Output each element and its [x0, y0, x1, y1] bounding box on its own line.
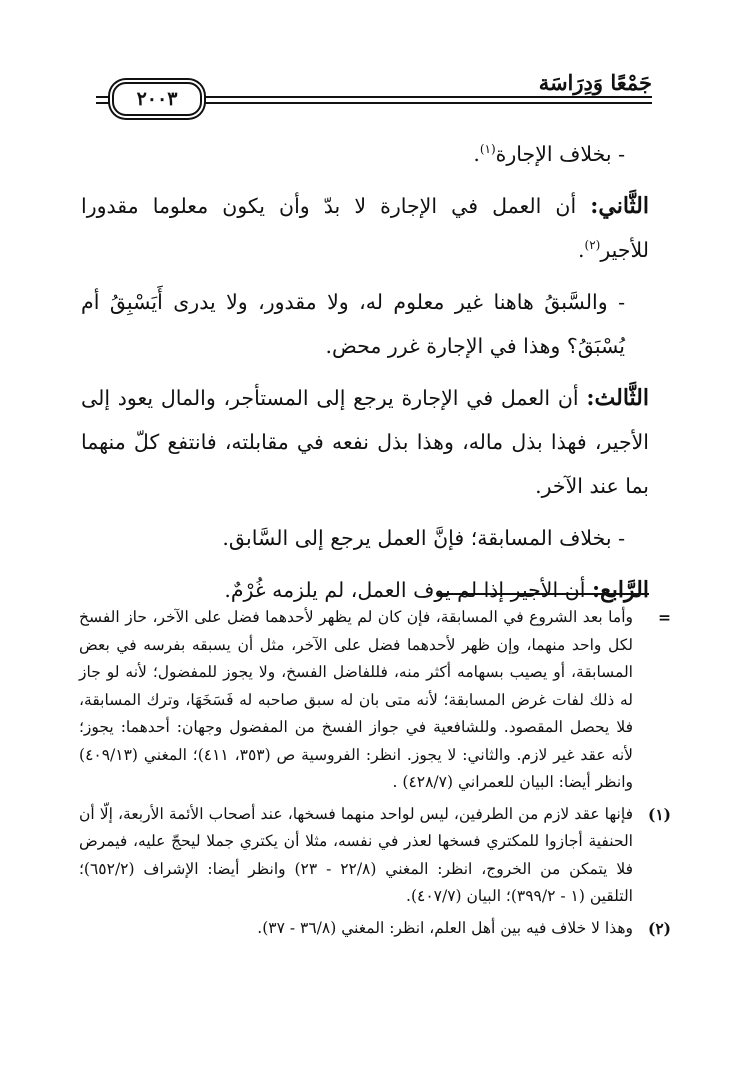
paragraph-lead: الرَّابع:	[591, 577, 649, 603]
paragraph-text: - بخلاف الإجارة	[495, 142, 625, 166]
footnote-text: وأما بعد الشروع في المسابقة، فإن كان لم يظهر لأحدهما فضل على الآخر، حاز الفسخ لكل واحد منهما، وإن ظهر لأحدهما فضل على الآخر، مثل أن يسبقه بفرسه في بعض المسابقة، أو يصيب بسهامه أكثر منه، فللفاضل الفسخ، ولا يجوز للمفضول؛ لأنه لو جاز له ذلك لفات غرض المسابقة؛ لأنه متى بان له سبق صاحبه له فَسَخَهَا، وترك المسابقة، فلا يحصل المقصود. وللشافعية في جواز الفسخ من المفضول وجهان: أحدهما: يجوز؛ لأنه عقد غير لازم. والثاني: لا يجوز. انظر: الفروسية ص (٣٥٣، ٤١١)؛ المغني (٤٠٩/١٣) وانظر أيضا: البيان للعمراني (٤٢٨/٧) .	[79, 608, 633, 791]
paragraph-text: أن العمل في الإجارة لا بدّ وأن يكون معلوما مقدورا للأجير	[81, 194, 649, 262]
footnote-item	[79, 915, 671, 943]
footnote-ref: (٢)	[584, 238, 601, 253]
footnotes	[79, 604, 671, 946]
page-number: ٢٠٠٣	[136, 88, 178, 110]
paragraph-lead: الثَّالث:	[586, 385, 649, 411]
paragraph-lead: الثَّاني:	[590, 193, 649, 219]
main-text	[81, 132, 649, 620]
paragraph-text: - والسَّبقُ هاهنا غير معلوم له، ولا مقدور، ولا يدرى أَيَسْبِقُ أم يُسْبَقُ؟ وهذا في الإجارة غرر محض.	[81, 290, 625, 358]
footnote-mark: (١)	[647, 804, 671, 824]
footnote-item	[79, 801, 671, 911]
footnote-separator	[437, 593, 649, 595]
paragraph	[81, 132, 649, 176]
footnote-mark: (٢)	[647, 918, 671, 938]
paragraph	[81, 280, 649, 368]
page-number-badge	[112, 82, 202, 116]
footnote-ref: (١)	[479, 142, 496, 157]
paragraph-text: أن العمل في الإجارة يرجع إلى المستأجر، والمال يعود إلى الأجير، فهذا بذل ماله، وهذا بذل نفعه في مقابلته، فانتفع كلّ منهما بما عند الآخر.	[81, 386, 649, 498]
footnote-mark: =	[658, 608, 671, 627]
running-title: جَمْعًا وَدِرَاسَة	[538, 70, 652, 95]
paragraph	[81, 376, 649, 508]
page-header	[96, 62, 652, 128]
footnote-text: فإنها عقد لازم من الطرفين، ليس لواحد منهما فسخها، عند أصحاب الأئمة الأربعة، إلّا أن الحنفية أجازوا للمكتري فسخها لعذر في نفسه، مثلا أن يكتري جملا ليحجّ عليه، فيمرض فلا يتمكن من الخروج، انظر: المغني (٢٢/٨ - ٢٣) وانظر أيضا: الإشراف (٦٥٢/٢)؛ التلقين (١ - ٣٩٩/٢)؛ البيان (٤٠٧/٧).	[79, 804, 633, 905]
paragraph-text: أن الأجير إذا لم يوف العمل، لم يلزمه غُرْمٌ.	[224, 578, 592, 602]
paragraph-text: - بخلاف المسابقة؛ فإنَّ العمل يرجع إلى السَّابق.	[222, 526, 625, 550]
paragraph-end: .	[473, 142, 480, 166]
footnote-item	[79, 604, 671, 797]
paragraph	[81, 184, 649, 272]
paragraph-end: .	[577, 238, 585, 262]
footnote-text: وهذا لا خلاف فيه بين أهل العلم، انظر: المغني (٣٦/٨ - ٣٧).	[257, 918, 633, 937]
paragraph	[81, 516, 649, 560]
